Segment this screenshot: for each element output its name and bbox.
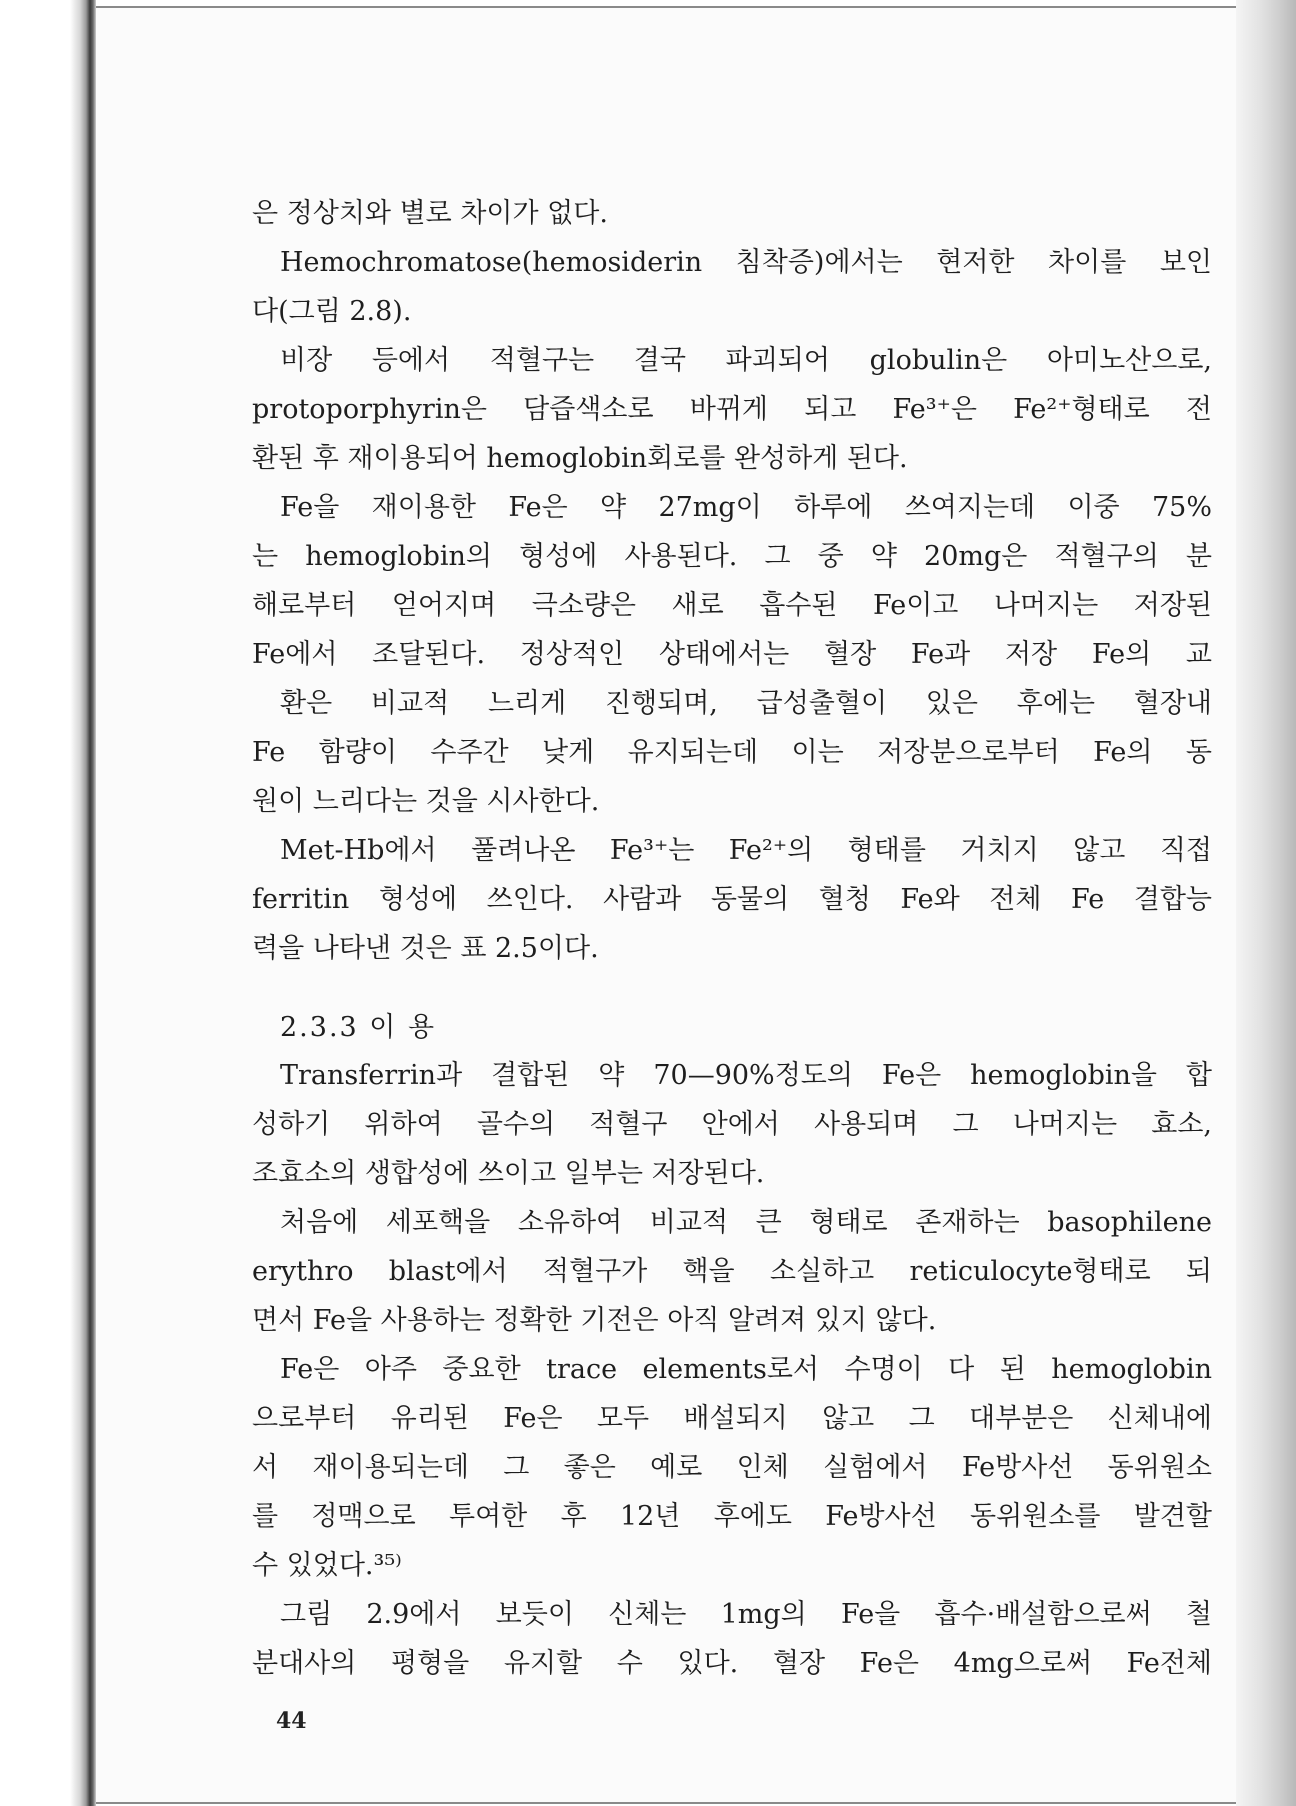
text-line: 수 있었다.³⁵⁾ bbox=[252, 1550, 402, 1581]
text-line: protoporphyrin은 담즙색소로 바뀌게 되고 Fe³⁺은 Fe²⁺형태로 전 bbox=[252, 394, 1212, 425]
text-line: ferritin 형성에 쓰인다. 사람과 동물의 혈청 Fe와 전체 Fe 결합능 bbox=[252, 884, 1212, 915]
text-line: 처음에 세포핵을 소유하여 비교적 큰 형태로 존재하는 basophilene bbox=[280, 1207, 1212, 1238]
text-line: Fe을 재이용한 Fe은 약 27mg이 하루에 쓰여지는데 이중 75% bbox=[280, 492, 1212, 523]
text-line: 비장 등에서 적혈구는 결국 파괴되어 globulin은 아미노산으로, bbox=[280, 345, 1212, 376]
page-number: 44 bbox=[276, 1708, 307, 1734]
text-line: 력을 나타낸 것은 표 2.5이다. bbox=[252, 933, 599, 964]
page-stack-edge bbox=[1236, 0, 1296, 1806]
text-line: Fe에서 조달된다. 정상적인 상태에서는 혈장 Fe과 저장 Fe의 교 bbox=[252, 639, 1212, 670]
text-line: 를 정맥으로 투여한 후 12년 후에도 Fe방사선 동위원소를 발견할 bbox=[252, 1501, 1212, 1532]
text-line: 그림 2.9에서 보듯이 신체는 1mg의 Fe을 흡수·배설함으로써 철 bbox=[280, 1599, 1212, 1630]
text-line: Transferrin과 결합된 약 70—90%정도의 Fe은 hemoglobin을 합 bbox=[280, 1060, 1212, 1091]
text-line: 서 재이용되는데 그 좋은 예로 인체 실험에서 Fe방사선 동위원소 bbox=[252, 1452, 1212, 1483]
text-line: Met-Hb에서 풀려나온 Fe³⁺는 Fe²⁺의 형태를 거치지 않고 직접 bbox=[280, 835, 1212, 866]
text-line: 조효소의 생합성에 쓰이고 일부는 저장된다. bbox=[252, 1158, 765, 1189]
book-page bbox=[96, 6, 1236, 1804]
text-line: 으로부터 유리된 Fe은 모두 배설되지 않고 그 대부분은 신체내에 bbox=[252, 1403, 1212, 1434]
text-line: 성하기 위하여 골수의 적혈구 안에서 사용되며 그 나머지는 효소, bbox=[252, 1109, 1212, 1140]
text-line: 은 정상치와 별로 차이가 없다. bbox=[252, 198, 608, 229]
text-line: 분대사의 평형을 유지할 수 있다. 혈장 Fe은 4mg으로써 Fe전체 bbox=[252, 1648, 1212, 1679]
text-line: erythro blast에서 적혈구가 핵을 소실하고 reticulocyte형태로 되 bbox=[252, 1256, 1212, 1287]
text-line: 면서 Fe을 사용하는 정확한 기전은 아직 알려져 있지 않다. bbox=[252, 1305, 937, 1336]
text-line: Hemochromatose(hemosiderin 침착증)에서는 현저한 차이를 보인 bbox=[280, 247, 1212, 278]
book-spine-edge bbox=[0, 0, 96, 1806]
section-heading: 2.3.3 이 용 bbox=[280, 1012, 437, 1043]
text-line: 다(그림 2.8). bbox=[252, 296, 412, 327]
text-line: 해로부터 얻어지며 극소량은 새로 흡수된 Fe이고 나머지는 저장된 bbox=[252, 590, 1212, 621]
text-line: 는 hemoglobin의 형성에 사용된다. 그 중 약 20mg은 적혈구의 분 bbox=[252, 541, 1212, 572]
text-line: 환은 비교적 느리게 진행되며, 급성출혈이 있은 후에는 혈장내 bbox=[280, 688, 1212, 719]
text-line: Fe 함량이 수주간 낮게 유지되는데 이는 저장분으로부터 Fe의 동 bbox=[252, 737, 1212, 768]
text-line: 원이 느리다는 것을 시사한다. bbox=[252, 786, 600, 817]
text-line: Fe은 아주 중요한 trace elements로서 수명이 다 된 hemoglobin bbox=[280, 1354, 1212, 1385]
text-line: 환된 후 재이용되어 hemoglobin회로를 완성하게 된다. bbox=[252, 443, 908, 474]
